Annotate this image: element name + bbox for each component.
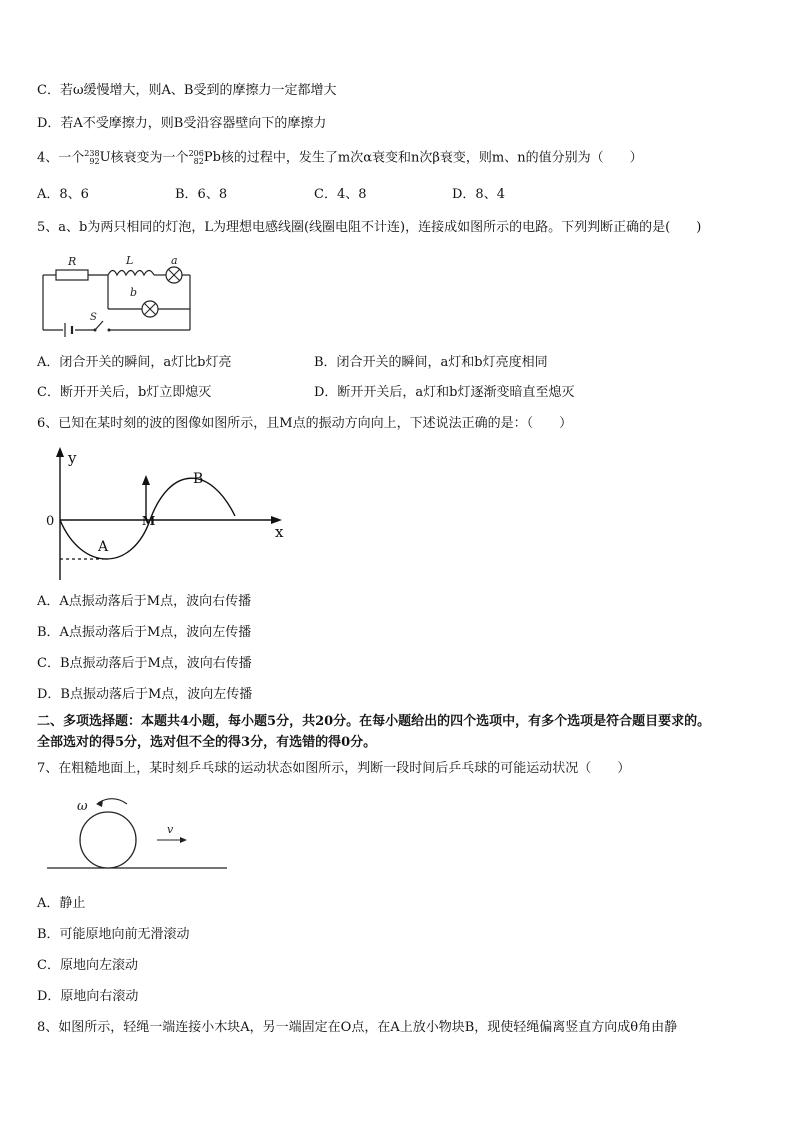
q3-option-c: C．若ω缓慢增大，则A、B受到的摩擦力一定都增大 [37, 83, 337, 98]
q4-number: 4、 [37, 150, 59, 166]
lamp-a [166, 267, 182, 283]
section2-scoring: 全部选对的得5分，选对但不全的得3分，有选错的得0分。 [37, 735, 377, 750]
uranium-atomic-number: 92 [89, 157, 100, 166]
circuit-diagram [38, 245, 198, 337]
label-origin: 0 [46, 514, 55, 529]
q7-option-c: C．原地向左滚动 [37, 958, 138, 973]
q7-stem: 7、在粗糙地面上，某时刻乒乓球的运动状态如图所示，判断一段时间后乒乓球的可能运动状况（ ） [37, 761, 631, 776]
label-r: R [68, 255, 77, 268]
uranium-mass-number: 238 [84, 149, 100, 158]
rotation-arrow-head [96, 800, 103, 807]
q6-option-b: B．A点振动落后于M点，波向左传播 [37, 625, 252, 640]
q6-option-a: A．A点振动落后于M点，波向右传播 [37, 594, 252, 609]
q4-option-b: B．6、8 [175, 187, 228, 202]
q5-option-c: C．断开开关后，b灯立即熄灭 [37, 385, 212, 400]
lead-symbol: Pb [203, 150, 221, 165]
ping-pong-ball [80, 812, 136, 868]
label-m: M [142, 514, 156, 528]
label-x: x [275, 523, 284, 541]
ball-diagram [45, 790, 235, 875]
q5-option-a: A．闭合开关的瞬间，a灯比b灯亮 [37, 355, 232, 370]
q5-option-d: D．断开开关后，a灯和b灯逐渐变暗直至熄灭 [314, 385, 575, 400]
q8-stem: 8、如图所示，轻绳一端连接小木块A，另一端固定在O点，在A上放小物块B，现使轻绳偏离竖直方向成θ角由静 [37, 1020, 678, 1035]
q4-option-a: A．8、6 [37, 187, 89, 202]
q4-text-after: 核的过程中，发生了m次α衰变和n次β衰变，则m、n的值分别为（ ） [220, 150, 643, 166]
label-a: a [171, 254, 178, 267]
q5-stem: 5、a、b为两只相同的灯泡，L为理想电感线圈(线圈电阻不计连)，连接成如图所示的电路。下列判断正确的是( ) [37, 220, 702, 235]
label-v: v [167, 823, 174, 836]
q3-option-d: D．若A不受摩擦力，则B受沿容器壁向下的摩擦力 [37, 116, 327, 131]
q4-text-middle: 核衰变为一个 [110, 150, 189, 166]
label-y: y [68, 449, 77, 467]
q5-option-b: B．闭合开关的瞬间，a灯和b灯亮度相同 [314, 355, 548, 370]
switch-contact [94, 329, 97, 332]
label-b: B [193, 471, 204, 487]
q7-option-d: D．原地向右滚动 [37, 989, 139, 1004]
lead-mass-number: 206 [188, 149, 204, 158]
label-l: L [126, 254, 134, 267]
switch-contact [108, 329, 111, 332]
q6-option-d: D．B点振动落后于M点，波向左传播 [37, 687, 253, 702]
q4-stem [37, 149, 643, 168]
q4-text-before: 一个 [58, 150, 85, 166]
q7-option-a: A．静止 [37, 896, 86, 911]
label-omega: ω [77, 799, 88, 814]
q7-option-b: B．可能原地向前无滑滚动 [37, 927, 190, 942]
q4-option-d: D．8、4 [452, 187, 505, 202]
resistor-r [56, 270, 88, 280]
y-axis-arrow [56, 447, 64, 457]
label-b: b [130, 286, 138, 299]
velocity-arrow-head [180, 837, 187, 843]
uranium-nuclide [84, 149, 110, 167]
label-a: A [98, 539, 109, 555]
label-s: S [90, 312, 97, 323]
m-arrow-head [142, 475, 150, 485]
q6-option-c: C．B点振动落后于M点，波向右传播 [37, 656, 252, 671]
lead-atomic-number: 82 [193, 157, 204, 166]
inductor-l [108, 271, 154, 276]
lead-nuclide [189, 149, 221, 167]
q6-stem: 6、已知在某时刻的波的图像如图所示，且M点的振动方向向上，下述说法正确的是：（ ） [37, 416, 573, 431]
lamp-b [142, 301, 158, 317]
battery [65, 323, 72, 337]
q4-option-c: C．4、8 [314, 187, 367, 202]
wave-graph [42, 445, 292, 585]
section2-heading: 二、多项选择题：本题共4小题，每小题5分，共20分。在每小题给出的四个选项中，有多个选项是符合题目要求的。 [37, 714, 711, 729]
uranium-symbol: U [99, 150, 111, 165]
